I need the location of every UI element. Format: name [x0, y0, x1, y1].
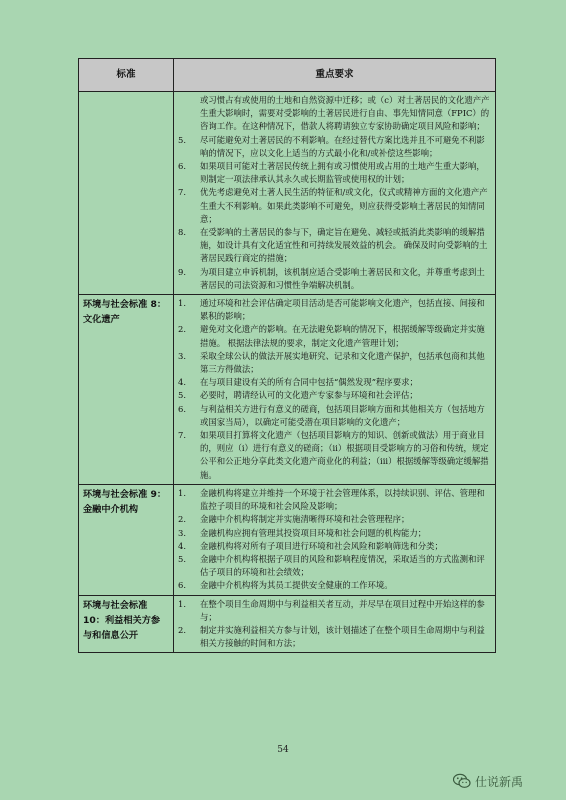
- item-number: 3.: [178, 350, 186, 361]
- list-item: [178, 389, 491, 402]
- list-item: [178, 323, 491, 349]
- standard-label: [79, 92, 174, 295]
- item-number: 4.: [178, 377, 186, 388]
- item-text: 如果项目可能对土著居民传统上拥有或习惯使用或占用的土地产生重大影响，则制定一项法律承认其永久或长期监管或使用权的计划；: [200, 161, 485, 185]
- item-number: 9.: [178, 266, 186, 277]
- requirements-cell: [174, 595, 496, 653]
- item-text: 通过环境和社会评估确定项目活动是否可能影响文化遗产，包括直接、间接和累积的影响；: [200, 298, 485, 322]
- item-number: 1.: [178, 598, 186, 609]
- wechat-icon: [453, 773, 471, 789]
- item-text: 必要时，聘请经认可的文化遗产专家参与环境和社会评估；: [200, 390, 418, 401]
- list-item: [178, 598, 491, 624]
- list-item: [178, 513, 491, 526]
- table-row: [79, 92, 496, 295]
- item-text: 制定并实施利益相关方参与计划，该计划描述了在整个项目生命周期中与利益相关方接触的时间和方法；: [200, 624, 485, 649]
- list-item: [178, 403, 491, 429]
- list-item: [178, 226, 491, 266]
- item-number: 1.: [178, 298, 186, 309]
- table-row: [79, 484, 496, 595]
- requirements-list: [178, 134, 491, 292]
- watermark: [453, 770, 563, 792]
- item-number: 5.: [178, 553, 186, 564]
- item-number: 5.: [178, 390, 186, 401]
- standard-label: 环境与社会标准 9：金融中介机构: [79, 484, 174, 595]
- item-text: 在受影响的土著居民的参与下，确定旨在避免、减轻或抵消此类影响的缓解措施，如设计具有文化适宜性和可持续发展效益的机会。 确保及时向受影响的土著居民践行商定的措施；: [200, 227, 488, 264]
- requirements-cell: [174, 92, 496, 295]
- list-item: [178, 553, 491, 579]
- item-text: 尽可能避免对土著居民的不利影响。在经过替代方案比选并且不可避免不利影响的情况下，应以文化上适当的方式最小化和/或补偿这些影响；: [200, 134, 485, 158]
- document-page: [78, 58, 495, 738]
- requirements-list: [178, 487, 491, 593]
- continued-text: 或习惯占有或使用的土地和自然资源中迁移；或（c）对土著居民的文化遗产产生重大影响时，需要对受影响的土著居民进行自由、事先知情同意（FPIC）的咨询工作。在这种情况下，借款人将聘请独立专家协助确定项目风险和影响；: [200, 95, 490, 132]
- item-text: 优先考虑避免对土著人民生活的特征和/或文化，仪式或精神方面的文化遗产产生重大不利影响。如果此类影响不可避免，则应获得受影响土著居民的知情同意；: [200, 187, 488, 224]
- item-number: 6.: [178, 161, 186, 172]
- item-text: 金融中介机构将制定并实施清晰得环境和社会管理程序；: [200, 514, 410, 525]
- item-text: 金融机构将对所有子项目进行环境和社会风险和影响筛选和分类；: [200, 540, 443, 551]
- list-item: [178, 579, 491, 592]
- item-text: 在整个项目生命周期中与利益相关者互动，并尽早在项目过程中开始这样的参与；: [200, 598, 485, 622]
- page-number: 54: [277, 745, 289, 755]
- item-number: 7.: [178, 187, 186, 198]
- list-item: [178, 266, 491, 292]
- list-item: [178, 134, 491, 160]
- table-row: [79, 295, 496, 485]
- item-number: 2.: [178, 624, 186, 635]
- standards-table: [78, 58, 496, 653]
- item-text: 金融中介机构将根据子项目的风险和影响程度情况，采取适当的方式监测和评估子项目的环境和社会绩效；: [200, 553, 485, 578]
- item-text: 在与项目建设有关的所有合同中包括“偶然发现”程序要求；: [200, 377, 418, 388]
- requirements-list: [178, 297, 491, 482]
- list-item: [178, 624, 491, 650]
- item-text: 避免对文化遗产的影响。在无法避免影响的情况下，根据缓解等级确定并实施措施。 根据法律法规的要求，制定文化遗产管理计划；: [200, 324, 485, 348]
- list-item: [178, 297, 491, 323]
- item-number: 6.: [178, 403, 186, 414]
- item-number: 2.: [178, 514, 186, 525]
- item-text: 金融机构应拥有管理其投资项目环境和社会问题的机构能力；: [200, 527, 427, 538]
- item-text: 如果项目打算将文化遗产（包括项目影响方的知识、创新或做法）用于商业目的，则应（i）进行有意义的磋商；（ii）根据项目受影响方的习俗和传统，规定公平和公正地分享此类文化遗产商业化的利益；（iii）根据缓解等级确定缓解措施。: [200, 430, 489, 480]
- item-text: 金融机构将建立并维持一个环境于社会管理体系，以持续识别、评估、管理和监控子项目的环境和社会风险及影响；: [200, 487, 485, 512]
- list-item: [178, 527, 491, 540]
- list-item: [178, 429, 491, 482]
- list-item: [178, 350, 491, 376]
- requirements-list: [178, 598, 491, 651]
- item-number: 6.: [178, 580, 186, 591]
- list-item: [178, 186, 491, 226]
- list-item: [178, 487, 491, 513]
- table-header-row: [79, 59, 496, 92]
- item-text: 采取全球公认的做法开展实地研究、记录和文化遗产保护，包括承包商和其他第三方得做法；: [200, 350, 485, 375]
- table-row: [79, 595, 496, 653]
- item-text: 为项目建立申诉机制，该机制应适合受影响土著居民和文化，并尊重考虑到土著居民的司法资源和习惯性争端解决机制。: [200, 266, 485, 290]
- standard-label: 环境与社会标准 10：利益相关方参与和信息公开: [79, 595, 174, 653]
- standard-label: 环境与社会标准 8：文化遗产: [79, 295, 174, 485]
- item-number: 7.: [178, 430, 186, 441]
- item-number: 3.: [178, 527, 186, 538]
- list-item: [178, 540, 491, 553]
- list-item: [178, 376, 491, 389]
- item-number: 2.: [178, 324, 186, 335]
- header-requirements: 重点要求: [174, 59, 496, 92]
- item-number: 8.: [178, 227, 186, 238]
- list-item: [178, 160, 491, 186]
- item-text: 金融中介机构将为其员工提供安全健康的工作环境。: [200, 580, 393, 591]
- requirements-cell: [174, 484, 496, 595]
- item-text: 与利益相关方进行有意义的磋商，包括项目影响方面和其他相关方（包括地方或国家当局），以确定可能受潜在项目影响的文化遗产；: [200, 403, 485, 427]
- requirements-cell: [174, 295, 496, 485]
- item-number: 4.: [178, 540, 186, 551]
- watermark-text: 仕说新禹: [475, 774, 524, 789]
- header-standard: 标准: [79, 59, 174, 92]
- item-number: 1.: [178, 487, 186, 498]
- item-number: 5.: [178, 134, 186, 145]
